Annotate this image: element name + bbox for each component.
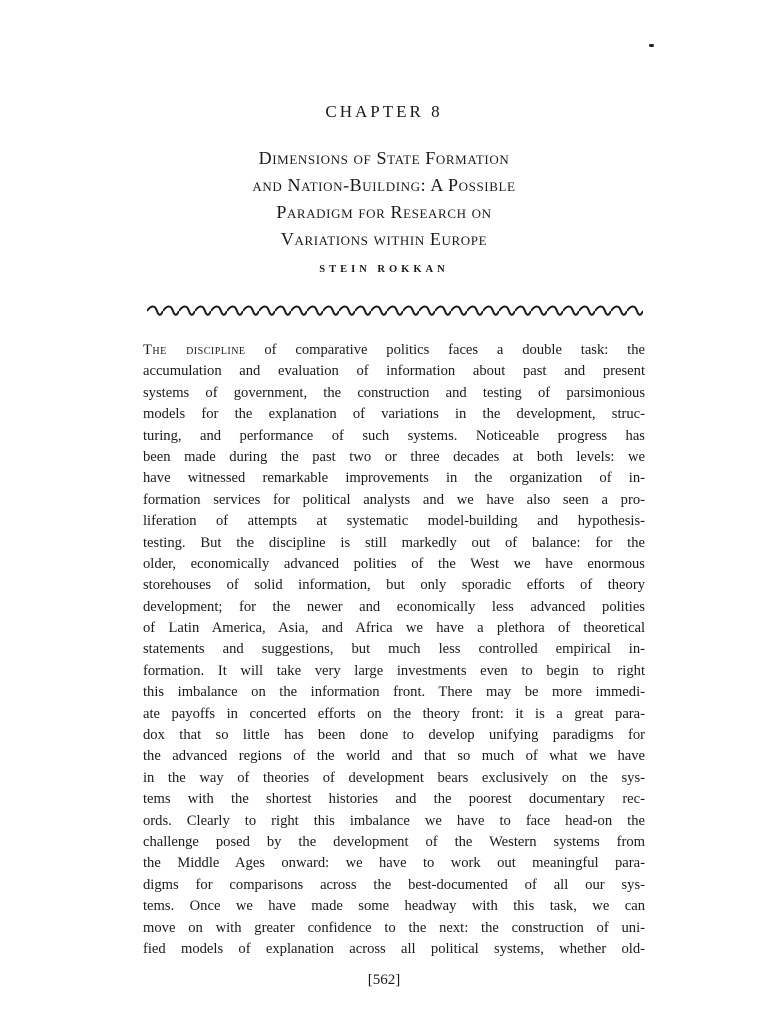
title-line: Dimensions of State Formation	[258, 148, 510, 168]
body-line: have witnessed remarkable improvements in the organization of in-	[143, 470, 645, 487]
body-line: liferation of attempts at systematic model-building and hypothesis-	[143, 513, 645, 530]
page-number: [562]	[367, 972, 401, 988]
body-line: been made during the past two or three decades at both levels: we	[143, 448, 645, 465]
body-line: ate payoffs in concerted efforts on the theory front: it is a great para-	[143, 705, 645, 722]
body-line: of Latin America, Asia, and Africa we have a plethora of theoretical	[143, 620, 645, 637]
body-line: testing. But the discipline is still markedly out of balance: for the	[143, 534, 645, 551]
body-line: development; for the newer and economically less advanced polities	[143, 598, 645, 615]
body-line: this imbalance on the information front. There may be more immedi-	[143, 684, 645, 701]
body-line: accumulation and evaluation of information about past and present	[143, 363, 645, 380]
body-line: storehouses of solid information, but only sporadic efforts of theory	[143, 577, 645, 594]
body-line: statements and suggestions, but much less controlled empirical in-	[143, 641, 645, 658]
body-line: formation. It will take very large investments even to begin to right	[143, 662, 645, 679]
title-line: Paradigm for Research on	[276, 202, 492, 222]
body-line: turing, and performance of such systems. Noticeable progress has	[143, 427, 645, 444]
body-line: The discipline of comparative politics faces a double task: the	[143, 342, 645, 358]
chapter-title	[0, 145, 768, 253]
chapter-body	[143, 340, 645, 960]
body-line: challenge posed by the development of the Western systems from	[143, 833, 645, 850]
title-line: and Nation-Building: A Possible	[252, 175, 516, 195]
body-line: the advanced regions of the world and that so much of what we have	[143, 748, 645, 765]
body-line: in the way of theories of development bears exclusively on the sys-	[143, 769, 645, 786]
body-line: older, economically advanced polities of the West we have enormous	[143, 555, 645, 572]
title-line: Variations within Europe	[280, 229, 488, 249]
body-line: dox that so little has been done to develop unifying paradigms for	[143, 727, 645, 744]
author-name: STEIN ROKKAN	[319, 264, 449, 275]
body-line: tems with the shortest histories and the poorest documentary rec-	[143, 791, 645, 808]
body-line: formation services for political analysts and we have also seen a pro-	[143, 491, 645, 508]
scan-speck	[649, 44, 654, 47]
body-line: tems. Once we have made some headway with this task, we can	[143, 898, 645, 915]
body-line: digms for comparisons across the best-documented of all our sys-	[143, 876, 645, 893]
body-line: move on with greater confidence to the next: the construction of uni-	[143, 919, 645, 936]
body-line: ords. Clearly to right this imbalance we have to face head-on the	[143, 812, 645, 829]
body-line: fied models of explanation across all political systems, whether old-	[143, 940, 645, 957]
lead-in: The discipline	[143, 342, 246, 358]
body-line: systems of government, the construction and testing of parsimonious	[143, 384, 645, 401]
body-line: the Middle Ages onward: we have to work out meaningful para-	[143, 855, 645, 872]
ornamental-rule	[147, 303, 643, 319]
body-line: models for the explanation of variations in the development, struc-	[143, 406, 645, 423]
chapter-heading: CHAPTER 8	[325, 102, 443, 121]
